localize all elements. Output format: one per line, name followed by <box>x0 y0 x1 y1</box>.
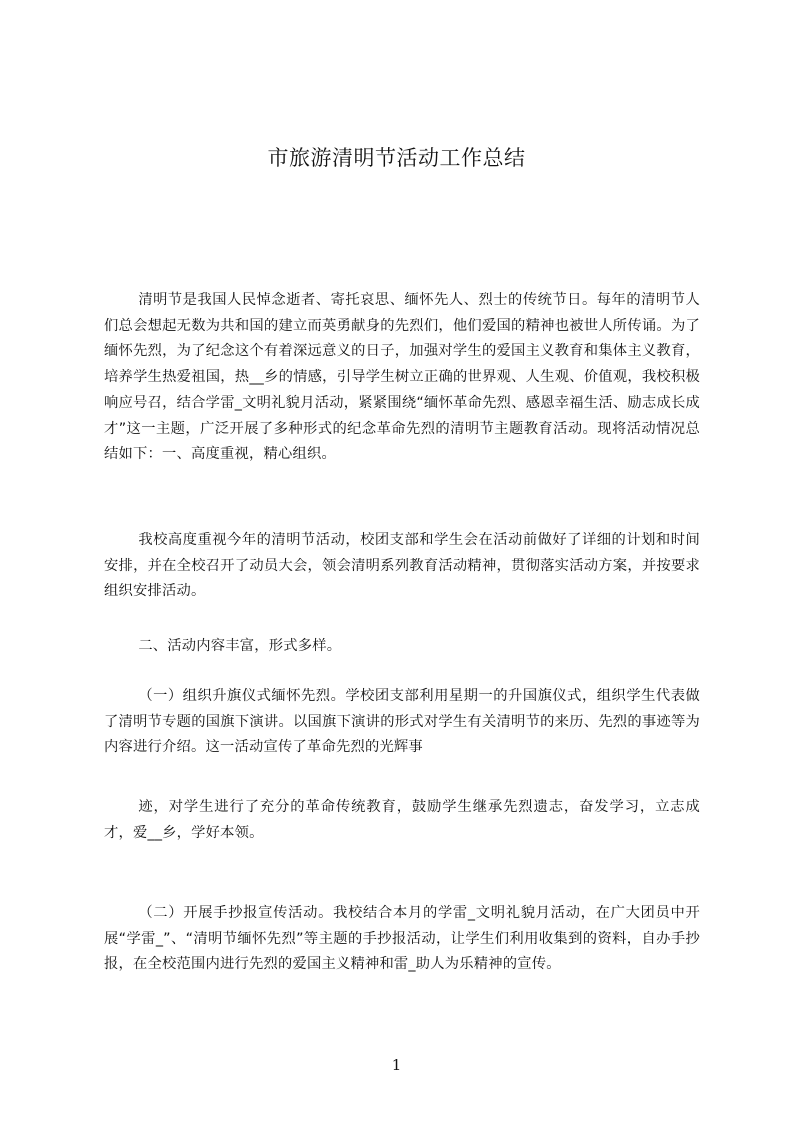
page-number: 1 <box>391 1056 402 1074</box>
paragraph: （二）开展手抄报宣传活动。我校结合本月的学雷_文明礼貌月活动，在广大团员中开展“学雷_”、“清明节缅怀先烈”等主题的手抄报活动，让学生们利用收集到的资料，自办手抄报，在全校范围内进行先烈的爱国主义精神和雷_助人为乐精神的宣传。 <box>104 905 700 973</box>
document-title: 市旅游清明节活动工作总结 <box>267 146 526 170</box>
paragraph: 清明节是我国人民悼念逝者、寄托哀思、缅怀先人、烈士的传统节日。每年的清明节人们总会想起无数为共和国的建立而英勇献身的先烈们，他们爱国的精神也被世人所传诵。为了缅怀先烈，为了纪念这个有着深远意义的日子，加强对学生的爱国主义教育和集体主义教育，培养学生热爱祖国，热__乡的情感，引导学生树立正确的世界观、人生观、价值观，我校积极响应号召，结合学雷_文明礼貌月活动，紧紧围绕“缅怀革命先烈、感恩幸福生活、励志成长成才”这一主题，广泛开展了多种形式的纪念革命先烈的清明节主题教育活动。现将活动情况总结如下：一、高度重视，精心组织。 <box>104 292 700 463</box>
paragraph-block-4 <box>104 795 700 846</box>
section-heading: 二、活动内容丰富，形式多样。 <box>138 638 342 654</box>
paragraph: （一）组织升旗仪式缅怀先烈。学校团支部利用星期一的升国旗仪式，组织学生代表做了清明节专题的国旗下演讲。以国旗下演讲的形式对学生有关清明节的来历、先烈的事迹等为内容进行介绍。这一活动宣传了革命先烈的光辉事 <box>104 688 700 756</box>
section-heading-block <box>104 634 700 660</box>
paragraph: 我校高度重视今年的清明节活动，校团支部和学生会在活动前做好了详细的计划和时间安排，并在全校召开了动员大会，领会清明系列教育活动精神，贯彻落实活动方案，并按要求组织安排活动。 <box>104 532 700 600</box>
paragraph-block-1 <box>104 288 700 468</box>
paragraph-block-5 <box>104 901 700 978</box>
paragraph-block-3 <box>104 684 700 761</box>
paragraph-block-2 <box>104 528 700 605</box>
paragraph: 迹，对学生进行了充分的革命传统教育，鼓励学生继承先烈遗志，奋发学习，立志成才，爱__乡，学好本领。 <box>104 799 700 841</box>
